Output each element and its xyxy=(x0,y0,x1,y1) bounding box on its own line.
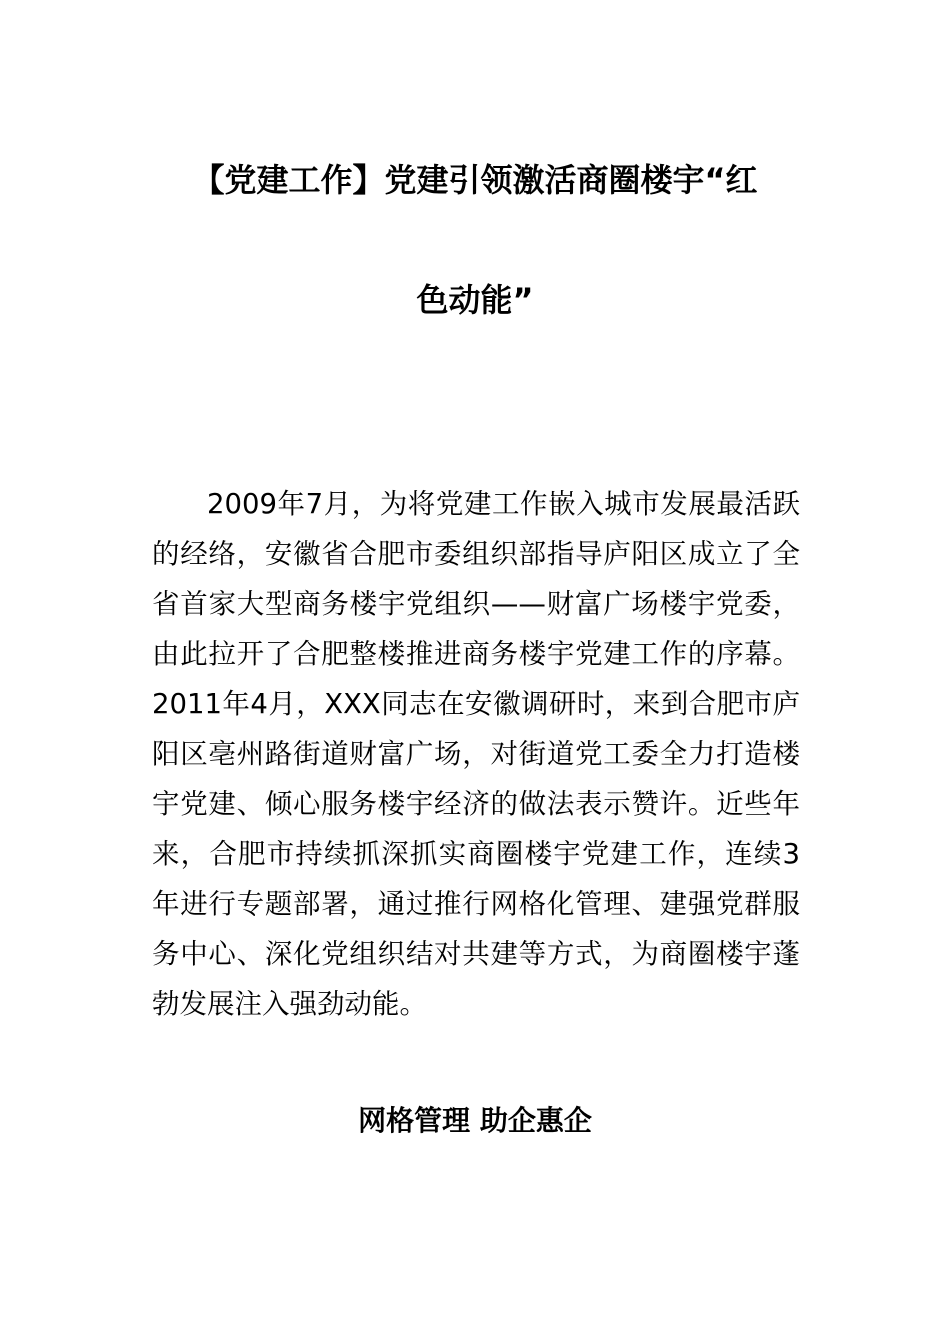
document-title-line-2: 色动能” xyxy=(416,281,534,319)
body-paragraph: 2009年7月，为将党建工作嵌入城市发展最活跃的经络，安徽省合肥市委组织部指导庐阳区成立了全省首家大型商务楼宇党组织——财富广场楼宇党委，由此拉开了合肥整楼推进商务楼宇党建工作的序幕。2011年4月，XXX同志在安徽调研时，来到合肥市庐阳区亳州路街道财富广场，对街道党工委全力打造楼宇党建、倾心服务楼宇经济的做法表示赞许。近些年来，合肥市持续抓深抓实商圈楼宇党建工作，连续3年进行专题部署，通过推行网格化管理、建强党群服务中心、深化党组织结对共建等方式，为商圈楼宇蓬勃发展注入强劲动能。 xyxy=(152,488,800,1020)
section-heading: 网格管理 助企惠企 xyxy=(358,1104,592,1137)
document-title-line-1: 【党建工作】党建引领激活商圈楼宇“红 xyxy=(192,161,758,199)
